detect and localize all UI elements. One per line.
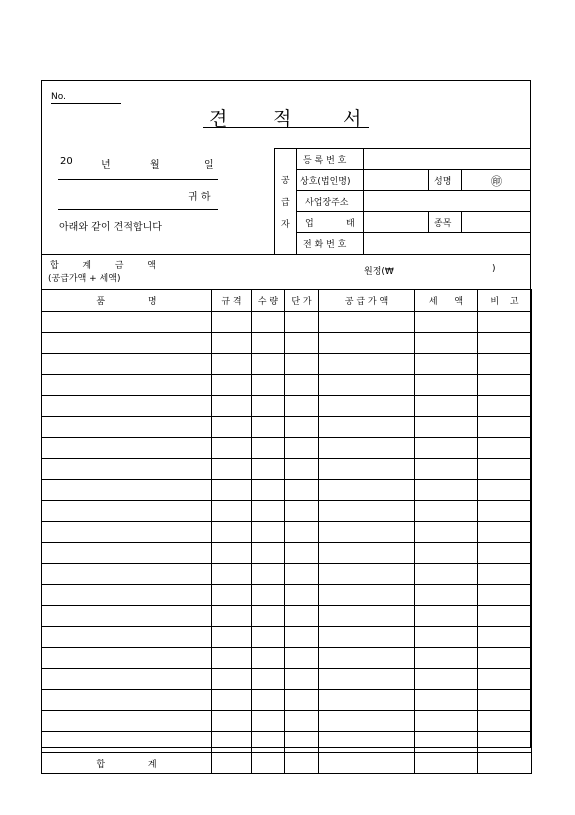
table-cell[interactable]	[415, 711, 478, 732]
table-cell[interactable]	[478, 501, 532, 522]
table-cell[interactable]	[252, 627, 285, 648]
table-row	[42, 354, 532, 375]
table-cell[interactable]	[478, 396, 532, 417]
table-cell[interactable]	[415, 522, 478, 543]
table-cell[interactable]	[319, 564, 415, 585]
total-amount-label: 합 계 금 액	[50, 261, 162, 271]
table-cell[interactable]	[42, 480, 212, 501]
currency-text: 원정(₩	[364, 267, 394, 277]
table-cell[interactable]	[252, 564, 285, 585]
table-cell[interactable]	[319, 711, 415, 732]
supplier-name-divider-left	[428, 169, 429, 190]
supplier-category-divider-right	[461, 211, 462, 232]
table-cell[interactable]	[415, 648, 478, 669]
table-cell[interactable]	[212, 690, 252, 711]
table-cell[interactable]	[212, 480, 252, 501]
table-cell[interactable]	[415, 396, 478, 417]
name-label: 성명	[434, 177, 452, 187]
table-cell[interactable]	[252, 480, 285, 501]
title-char-3: 서	[343, 108, 362, 130]
date-year-prefix: 20	[60, 156, 73, 167]
table-row	[42, 627, 532, 648]
table-cell[interactable]	[478, 333, 532, 354]
table-cell[interactable]	[252, 396, 285, 417]
table-cell[interactable]	[212, 543, 252, 564]
table-cell[interactable]	[478, 711, 532, 732]
table-row	[42, 522, 532, 543]
supplier-value-divider	[363, 148, 364, 254]
table-cell[interactable]	[212, 459, 252, 480]
table-cell[interactable]	[319, 396, 415, 417]
supplier-left-border	[274, 148, 275, 254]
table-cell[interactable]	[212, 354, 252, 375]
table-cell[interactable]	[319, 333, 415, 354]
table-cell[interactable]	[415, 669, 478, 690]
supplier-bottom-border	[41, 254, 531, 255]
table-cell[interactable]	[212, 606, 252, 627]
table-cell[interactable]	[319, 732, 415, 753]
title-char-2: 적	[273, 108, 292, 130]
col-unit-price: 단 가	[285, 290, 319, 312]
total-amount-sublabel: (공급가액 + 세액)	[48, 274, 121, 284]
honorific-label: 귀 하	[188, 192, 211, 203]
table-cell[interactable]	[319, 501, 415, 522]
table-cell[interactable]	[212, 375, 252, 396]
table-cell[interactable]	[319, 417, 415, 438]
date-year-label: 년	[101, 160, 111, 171]
table-cell[interactable]	[478, 606, 532, 627]
table-cell[interactable]	[415, 543, 478, 564]
table-cell[interactable]	[42, 438, 212, 459]
table-cell[interactable]	[415, 438, 478, 459]
table-cell[interactable]	[319, 543, 415, 564]
date-day-label: 일	[204, 160, 214, 171]
table-cell[interactable]	[42, 375, 212, 396]
table-cell[interactable]	[252, 648, 285, 669]
table-cell[interactable]	[415, 564, 478, 585]
table-cell[interactable]	[285, 732, 319, 753]
supplier-row-line-1	[296, 169, 531, 170]
table-cell[interactable]	[415, 501, 478, 522]
table-cell[interactable]	[478, 732, 532, 753]
table-cell[interactable]	[252, 606, 285, 627]
table-cell[interactable]	[212, 417, 252, 438]
table-cell[interactable]	[285, 333, 319, 354]
no-label: No.	[51, 92, 66, 102]
table-cell[interactable]	[42, 312, 212, 333]
table-row	[42, 501, 532, 522]
total-cell[interactable]	[319, 753, 415, 774]
table-cell[interactable]	[212, 522, 252, 543]
table-cell[interactable]	[42, 669, 212, 690]
total-row-label: 합 계	[42, 753, 212, 774]
table-cell[interactable]	[252, 690, 285, 711]
table-cell[interactable]	[252, 543, 285, 564]
supplier-side-char-1: 공	[281, 176, 290, 186]
supplier-row-line-2	[296, 190, 531, 191]
table-cell[interactable]	[252, 585, 285, 606]
table-cell[interactable]	[319, 480, 415, 501]
title-underline	[203, 127, 369, 128]
table-cell[interactable]	[319, 459, 415, 480]
table-cell[interactable]	[415, 417, 478, 438]
table-cell[interactable]	[212, 711, 252, 732]
title-char-1: 견	[209, 108, 228, 130]
table-cell[interactable]	[319, 648, 415, 669]
table-cell[interactable]	[478, 627, 532, 648]
table-cell[interactable]	[42, 501, 212, 522]
table-cell[interactable]	[478, 375, 532, 396]
table-cell[interactable]	[212, 564, 252, 585]
company-label: 상호(법인명)	[300, 177, 351, 187]
table-cell[interactable]	[415, 333, 478, 354]
table-row	[42, 543, 532, 564]
seal-mark: ㊞	[491, 175, 502, 188]
table-cell[interactable]	[415, 459, 478, 480]
table-cell[interactable]	[252, 501, 285, 522]
table-cell[interactable]	[478, 669, 532, 690]
table-cell[interactable]	[252, 375, 285, 396]
table-row	[42, 459, 532, 480]
table-cell[interactable]	[212, 669, 252, 690]
table-cell[interactable]	[212, 501, 252, 522]
table-cell[interactable]	[42, 648, 212, 669]
table-cell[interactable]	[285, 627, 319, 648]
total-cell[interactable]	[212, 753, 252, 774]
table-cell[interactable]	[252, 417, 285, 438]
table-cell[interactable]	[478, 354, 532, 375]
table-cell[interactable]	[415, 480, 478, 501]
total-cell[interactable]	[252, 753, 285, 774]
table-cell[interactable]	[415, 585, 478, 606]
table-cell[interactable]	[42, 585, 212, 606]
business-label-char-2: 태	[346, 219, 355, 229]
table-cell[interactable]	[252, 354, 285, 375]
supplier-side-char-2: 급	[281, 198, 290, 208]
table-cell[interactable]	[319, 606, 415, 627]
table-row	[42, 648, 532, 669]
estimate-statement: 아래와 같이 견적합니다	[59, 222, 162, 233]
table-cell[interactable]	[478, 312, 532, 333]
total-row	[42, 753, 532, 774]
table-cell[interactable]	[319, 522, 415, 543]
table-cell[interactable]	[415, 375, 478, 396]
table-cell[interactable]	[285, 459, 319, 480]
table-cell[interactable]	[285, 585, 319, 606]
table-row	[42, 585, 532, 606]
table-cell[interactable]	[478, 585, 532, 606]
table-cell[interactable]	[285, 564, 319, 585]
table-cell[interactable]	[42, 711, 212, 732]
table-cell[interactable]	[319, 354, 415, 375]
table-cell[interactable]	[478, 564, 532, 585]
table-row	[42, 396, 532, 417]
table-cell[interactable]	[285, 375, 319, 396]
business-label-char-1: 업	[305, 219, 314, 229]
table-cell[interactable]	[285, 711, 319, 732]
table-cell[interactable]	[42, 333, 212, 354]
table-cell[interactable]	[42, 354, 212, 375]
table-cell[interactable]	[42, 396, 212, 417]
table-cell[interactable]	[285, 543, 319, 564]
table-cell[interactable]	[42, 606, 212, 627]
table-cell[interactable]	[212, 627, 252, 648]
table-cell[interactable]	[252, 522, 285, 543]
table-cell[interactable]	[285, 606, 319, 627]
table-cell[interactable]	[212, 312, 252, 333]
table-cell[interactable]	[42, 732, 212, 753]
col-tax: 세 액	[415, 290, 478, 312]
table-cell[interactable]	[42, 459, 212, 480]
items-body	[42, 312, 532, 753]
table-cell[interactable]	[478, 417, 532, 438]
table-cell[interactable]	[42, 564, 212, 585]
table-row	[42, 732, 532, 753]
table-cell[interactable]	[285, 312, 319, 333]
table-cell[interactable]	[478, 480, 532, 501]
table-row	[42, 417, 532, 438]
col-spec: 규 격	[212, 290, 252, 312]
table-cell[interactable]	[252, 732, 285, 753]
reg-no-label: 등 록 번 호	[303, 156, 347, 166]
table-cell[interactable]	[42, 690, 212, 711]
supplier-side-char-3: 자	[281, 220, 290, 230]
col-qty: 수 량	[252, 290, 285, 312]
col-supply-value: 공 급 가 액	[319, 290, 415, 312]
table-cell[interactable]	[415, 690, 478, 711]
table-cell[interactable]	[212, 585, 252, 606]
supplier-row-line-3	[296, 211, 531, 212]
table-cell[interactable]	[415, 732, 478, 753]
table-row	[42, 333, 532, 354]
table-cell[interactable]	[478, 648, 532, 669]
table-cell[interactable]	[319, 669, 415, 690]
no-underline	[51, 103, 121, 104]
table-cell[interactable]	[319, 312, 415, 333]
table-cell[interactable]	[212, 396, 252, 417]
table-cell[interactable]	[319, 438, 415, 459]
table-cell[interactable]	[478, 543, 532, 564]
table-cell[interactable]	[319, 585, 415, 606]
supplier-top-border	[274, 148, 531, 149]
supplier-name-divider-right	[461, 169, 462, 190]
table-row	[42, 564, 532, 585]
items-table	[41, 289, 532, 774]
table-row	[42, 312, 532, 333]
table-cell[interactable]	[415, 354, 478, 375]
table-cell[interactable]	[415, 312, 478, 333]
table-cell[interactable]	[478, 690, 532, 711]
supplier-row-line-4	[296, 232, 531, 233]
date-month-label: 월	[150, 160, 160, 171]
table-row	[42, 438, 532, 459]
table-cell[interactable]	[478, 459, 532, 480]
table-cell[interactable]	[319, 375, 415, 396]
table-cell[interactable]	[252, 438, 285, 459]
date-underline	[58, 179, 218, 180]
table-row	[42, 690, 532, 711]
table-cell[interactable]	[285, 501, 319, 522]
table-cell[interactable]	[42, 543, 212, 564]
table-row	[42, 711, 532, 732]
table-cell[interactable]	[212, 438, 252, 459]
table-cell[interactable]	[252, 333, 285, 354]
table-row	[42, 375, 532, 396]
table-cell[interactable]	[212, 732, 252, 753]
table-cell[interactable]	[252, 669, 285, 690]
date-line	[58, 156, 218, 170]
supplier-label-divider	[296, 148, 297, 254]
phone-label: 전 화 번 호	[303, 240, 347, 250]
table-cell[interactable]	[478, 522, 532, 543]
page-title	[203, 104, 369, 130]
table-cell[interactable]	[252, 711, 285, 732]
table-cell[interactable]	[285, 438, 319, 459]
table-cell[interactable]	[285, 648, 319, 669]
recipient-underline	[58, 209, 218, 210]
table-cell[interactable]	[252, 312, 285, 333]
table-cell[interactable]	[212, 648, 252, 669]
table-cell[interactable]	[285, 354, 319, 375]
table-row	[42, 606, 532, 627]
table-row	[42, 669, 532, 690]
table-cell[interactable]	[415, 606, 478, 627]
table-cell[interactable]	[285, 417, 319, 438]
col-note: 비 고	[478, 290, 532, 312]
table-cell[interactable]	[42, 627, 212, 648]
table-cell[interactable]	[42, 417, 212, 438]
table-cell[interactable]	[252, 459, 285, 480]
supplier-category-divider-left	[428, 211, 429, 232]
table-cell[interactable]	[285, 522, 319, 543]
total-cell[interactable]	[478, 753, 532, 774]
table-cell[interactable]	[285, 396, 319, 417]
table-cell[interactable]	[42, 522, 212, 543]
table-header-row	[42, 290, 532, 312]
total-cell[interactable]	[285, 753, 319, 774]
table-cell[interactable]	[319, 690, 415, 711]
col-item-name: 품 명	[42, 290, 212, 312]
table-cell[interactable]	[478, 438, 532, 459]
address-label: 사업장주소	[305, 198, 349, 208]
table-cell[interactable]	[285, 690, 319, 711]
table-cell[interactable]	[415, 627, 478, 648]
currency-close: )	[492, 264, 496, 274]
table-row	[42, 480, 532, 501]
table-cell[interactable]	[285, 480, 319, 501]
category-label: 종목	[434, 219, 452, 229]
table-cell[interactable]	[212, 333, 252, 354]
total-cell[interactable]	[415, 753, 478, 774]
table-cell[interactable]	[285, 669, 319, 690]
table-cell[interactable]	[319, 627, 415, 648]
